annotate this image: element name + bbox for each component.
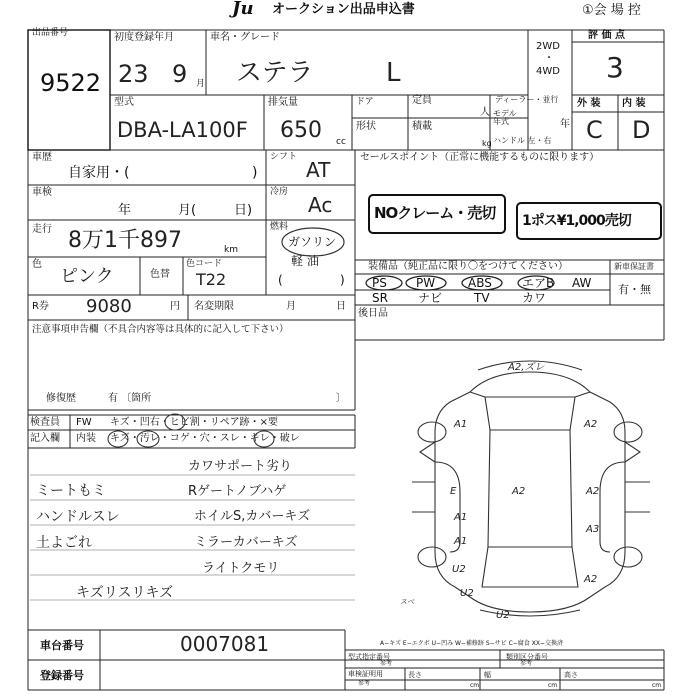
inspection-label: 車検 xyxy=(32,187,52,198)
damage-mark: A2 xyxy=(584,419,598,430)
vehicle-cert-ref: 参考 xyxy=(358,680,371,687)
color[interactable]: ピンク xyxy=(60,266,114,287)
name-change-month: 月 xyxy=(286,301,296,312)
first-reg-year[interactable]: 23 xyxy=(118,60,149,88)
repair-history-label: 修復歴 xyxy=(46,393,76,404)
vehicle-cert-label: 車検証明用 xyxy=(348,670,383,678)
type-cert-ref: 参考 xyxy=(380,660,393,667)
diagram-legend: A−キズ E−エクボ U−凹み W−補修跡 S−サビ C−腐食 XX−交換済 xyxy=(380,640,563,647)
displacement[interactable]: 650 xyxy=(280,118,322,143)
repair-history-value: 有 〔箇所 xyxy=(108,393,152,404)
remark-left-2: ハンドルスレ xyxy=(36,509,120,525)
car-name[interactable]: ステラ xyxy=(236,58,314,88)
sales-points-label: セールスポイント（正常に機能するものに限ります） xyxy=(360,152,600,163)
fuel-label: 燃料 xyxy=(270,222,289,232)
length-unit: cm xyxy=(470,682,480,689)
interior-label: 内 装 xyxy=(622,98,646,109)
damage-mark: A1 xyxy=(454,536,468,547)
history-close: ) xyxy=(252,165,258,181)
lot-number-box xyxy=(29,28,109,149)
score[interactable]: 3 xyxy=(606,51,624,84)
interior-score[interactable]: D xyxy=(632,116,651,144)
car-damage-diagram xyxy=(400,352,664,622)
damage-mark: A2 xyxy=(584,574,598,585)
fuel-diesel: 軽 油 xyxy=(291,254,319,268)
kg-unit: kg xyxy=(482,139,492,148)
new-warranty: 有・無 xyxy=(618,283,651,296)
displacement-label: 排気量 xyxy=(268,97,298,108)
inspector-circles xyxy=(100,412,300,452)
color-code[interactable]: T22 xyxy=(196,270,227,289)
model-year-label: モデル年式 xyxy=(493,109,517,126)
exterior-score[interactable]: C xyxy=(586,116,603,144)
shift[interactable]: AT xyxy=(306,158,331,182)
score-label: 評 価 点 xyxy=(588,30,625,41)
form-title: オークション出品申込書 xyxy=(272,2,415,17)
width-label: 幅 xyxy=(484,671,491,679)
equip-tv: TV xyxy=(474,291,490,305)
inspector-interior-label: 内装 xyxy=(76,433,96,444)
no-claim-stamp xyxy=(368,194,506,234)
equip-ps: PS xyxy=(372,276,387,290)
remark-left-1: ミートもミ xyxy=(36,483,106,499)
drive-2wd: 2WD xyxy=(536,41,560,52)
name-change-day: 日 xyxy=(336,301,346,312)
damage-mark: A2 xyxy=(586,486,600,497)
mileage-label: 走行 xyxy=(32,224,52,235)
equipment-label: 装備品（純正品に限り〇をつけてください） xyxy=(368,261,568,272)
chassis-number[interactable]: 0007081 xyxy=(180,632,270,656)
class-label: 類別区分番号 xyxy=(506,653,548,661)
car-grade[interactable]: L xyxy=(386,58,401,88)
lot-number-label: 出品番号 xyxy=(32,28,69,38)
yen-unit: 円 xyxy=(170,301,180,312)
first-reg-month[interactable]: 9 xyxy=(172,60,188,88)
registration-label: 登録番号 xyxy=(40,669,84,682)
equip-aw: AW xyxy=(572,276,592,290)
inspector-exterior-items: キズ・凹右・ヒビ割・リペア跡・×要 xyxy=(110,417,278,428)
shift-label: シフト xyxy=(270,152,298,162)
inspector-fw: FW xyxy=(76,417,92,428)
capacity-label: 定員 xyxy=(412,95,432,106)
damage-mark: A1 xyxy=(454,419,468,430)
recycle-amount[interactable]: 9080 xyxy=(86,296,132,317)
inspection-month: 月( xyxy=(178,203,197,218)
ac-label: 冷房 xyxy=(270,187,289,197)
chassis-number-label: 車台番号 xyxy=(40,639,84,652)
fuel-gasoline: ガソリン xyxy=(288,235,337,249)
inspector-label-1: 検査員 xyxy=(30,417,60,428)
history-label: 車歴 xyxy=(32,152,52,163)
type-cert-label: 型式指定番号 xyxy=(348,653,390,661)
recycle-label: R券 xyxy=(32,301,49,312)
color-code-label: 色コード xyxy=(186,259,223,269)
mileage[interactable]: 8万1千897 xyxy=(68,228,182,253)
remark-right-2: Rゲートノブハゲ xyxy=(188,484,287,499)
car-name-label: 車名・グレード xyxy=(210,32,280,43)
equip-sr: SR xyxy=(372,291,388,305)
inspector-label-2: 記入欄 xyxy=(30,433,60,444)
no-claim-text: NOクレーム・売切 xyxy=(374,204,496,222)
load-label: 積載 xyxy=(412,121,432,132)
damage-mark: U2 xyxy=(496,610,510,621)
damage-mark: U2 xyxy=(452,564,466,575)
inspection-day: 日) xyxy=(234,203,253,218)
brand-logo: Ju xyxy=(232,0,254,19)
damage-mark: A1 xyxy=(454,512,468,523)
first-reg-label: 初度登録年月 xyxy=(114,32,174,43)
exterior-label: 外 装 xyxy=(577,98,601,109)
width-unit: cm xyxy=(548,682,558,689)
inspector-interior-items: キズ・汚レ・コゲ・穴・スレ・キレ・破レ xyxy=(110,433,300,444)
new-warranty-label: 新車保証書 xyxy=(614,262,654,271)
damage-mark: E xyxy=(450,486,457,497)
color-change-label: 色替 xyxy=(150,269,170,280)
drive-4wd: 4WD xyxy=(536,66,560,77)
door-label: ドア xyxy=(356,97,374,107)
damage-mark: A3 xyxy=(586,524,600,535)
class-ref: 参考 xyxy=(520,660,533,667)
damage-mark: U2 xyxy=(460,588,474,599)
remark-left-3: 土よごれ xyxy=(36,535,92,551)
lot-number: 9522 xyxy=(40,69,102,97)
equip-leather: カワ xyxy=(522,291,547,305)
handle-label: ハンドル 左・右 xyxy=(493,136,552,145)
inspection-year: 年 xyxy=(118,203,132,218)
cc-unit: cc xyxy=(336,137,346,147)
drive-dot: ・ xyxy=(544,53,554,64)
month-unit: 月 xyxy=(196,79,206,89)
equip-airbag: エアB xyxy=(522,276,555,290)
km-unit: km xyxy=(224,245,238,255)
pos-price-text: 1ポス¥1,000売切 xyxy=(522,213,631,229)
remark-right-1: カワサポート劣り xyxy=(188,459,293,474)
year-unit: 年 xyxy=(560,119,570,130)
history: 自家用・( xyxy=(68,165,130,181)
pos-price-stamp xyxy=(516,202,662,240)
repair-history-close: 〕 xyxy=(336,393,346,404)
equip-pw: PW xyxy=(416,276,436,290)
equip-navi: ナビ xyxy=(418,291,443,305)
name-change-label: 名変期限 xyxy=(194,301,234,312)
venue-copy-label: ①会 場 控 xyxy=(582,3,641,18)
fuel-paren-open: ( xyxy=(278,273,283,287)
remark-right-5: ライトクモリ xyxy=(202,561,280,576)
height-label: 高さ xyxy=(564,671,578,679)
aftermarket-label: 後日品 xyxy=(358,308,388,319)
ac[interactable]: Ac xyxy=(308,193,333,217)
model-label: 型式 xyxy=(114,97,134,108)
damage-mark: スベ xyxy=(400,598,414,606)
damage-mark: A2 xyxy=(512,486,526,497)
shape-label: 形状 xyxy=(356,121,376,132)
length-label: 長さ xyxy=(408,671,422,679)
fuel-paren-close: ) xyxy=(340,273,345,287)
model-code[interactable]: DBA-LA100F xyxy=(117,118,248,142)
notes-label: 注意事項申告欄（不具合内容等は具体的に記入して下さい） xyxy=(32,324,289,335)
color-label: 色 xyxy=(32,259,42,270)
capacity-unit: 人 xyxy=(480,107,490,118)
equipment-circles xyxy=(360,272,560,292)
dealer-label: ディーラー・並行 xyxy=(495,95,559,104)
equip-abs: ABS xyxy=(468,276,492,290)
remark-left-4: キズリスリキズ xyxy=(76,585,174,601)
remark-right-3: ホイルS,カバーキズ xyxy=(194,509,311,524)
remark-right-4: ミラーカバーキズ xyxy=(194,535,298,550)
damage-mark: A2,ズレ xyxy=(508,362,545,373)
height-unit: cm xyxy=(652,682,662,689)
